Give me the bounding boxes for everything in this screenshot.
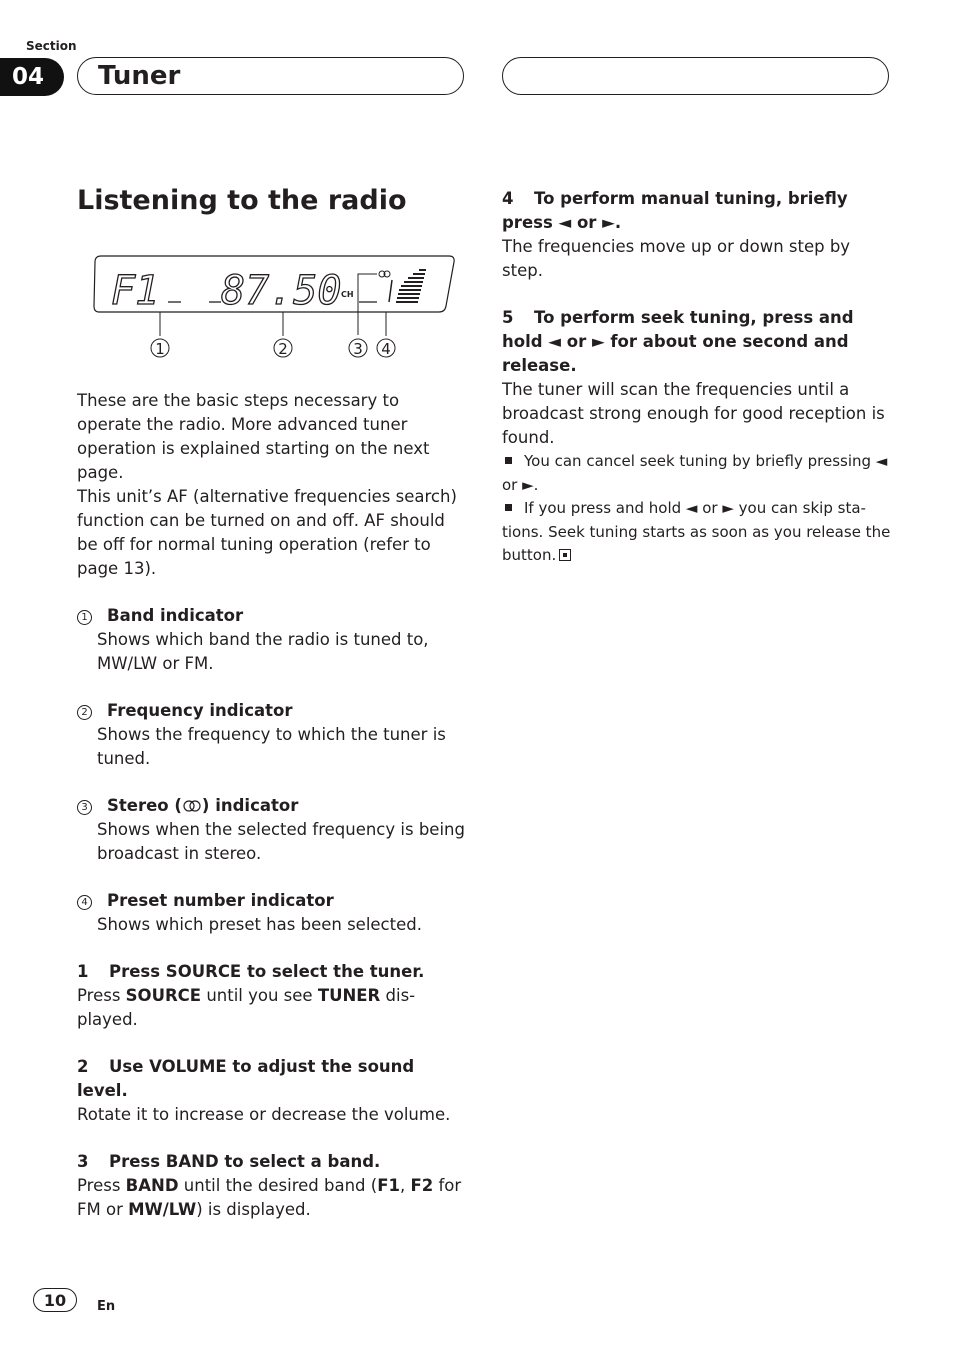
note-1: You can cancel seek tuning by briefly pressing ◄ or ►. [502, 452, 888, 494]
stereo-icon [182, 800, 202, 812]
indicator-band [77, 604, 467, 676]
callout-2 [274, 339, 292, 358]
intro-paragraph-2: This unit’s AF (alternative frequencies search) function can be turned on and off. AF should be off for normal tuning operation (refer to page 13). [77, 487, 457, 578]
step-number: 5 [502, 308, 514, 327]
step-title: Press BAND to select a band. [109, 1152, 381, 1171]
left-column [77, 389, 467, 1222]
step-1 [77, 960, 467, 1032]
indicator-frequency [77, 699, 467, 771]
tuner-display-illustration [93, 254, 457, 366]
circled-number: 2 [77, 705, 92, 720]
step-body: Rotate it to increase or decrease the volume. [77, 1105, 451, 1124]
step-body: The tuner will scan the frequencies until a broadcast strong enough for good reception is found. [502, 380, 885, 447]
page-title: Listening to the radio [77, 185, 407, 216]
circled-number: 3 [77, 800, 92, 815]
svg-text:1: 1 [155, 340, 165, 358]
step-5 [502, 306, 894, 568]
step-body: Press SOURCE until you see TUNER dis-played. [77, 986, 416, 1029]
section-number-badge: 04 [0, 58, 64, 96]
step-number: 4 [502, 189, 514, 208]
indicator-title: Band indicator [107, 606, 244, 625]
empty-header-frame [502, 57, 889, 95]
indicator-title-post: ) indicator [201, 796, 299, 815]
indicator-title-pre: Stereo ( [107, 796, 182, 815]
indicator-desc: Shows which band the radio is tuned to, MW/LW or FM. [97, 630, 429, 673]
indicator-title: Frequency indicator [107, 701, 293, 720]
step-body: Press BAND until the desired band (F1, F2 for FM or MW/LW) is displayed. [77, 1176, 462, 1219]
indicator-desc: Shows which preset has been selected. [97, 915, 422, 934]
callout-3 [349, 339, 367, 358]
note-2: If you press and hold ◄ or ► you can skip sta-tions. Seek tuning starts as soon as you release the button. [502, 499, 891, 564]
step-body: The frequencies move up or down step by step. [502, 237, 851, 280]
bullet-square-icon [505, 504, 512, 511]
step-number: 3 [77, 1152, 89, 1171]
intro-paragraph-1: These are the basic steps necessary to operate the radio. More advanced tuner operation is explained starting on the next page. [77, 391, 430, 482]
end-mark-icon [559, 549, 571, 561]
callout-1 [151, 339, 169, 358]
indicator-stereo [77, 794, 467, 866]
frequency-readout: 87.50 [221, 268, 342, 314]
circled-number: 1 [77, 610, 92, 625]
indicator-preset [77, 889, 467, 937]
page-number: 10 [33, 1288, 77, 1312]
step-2 [77, 1055, 467, 1127]
band-readout: F1 [111, 268, 160, 314]
circled-number: 4 [77, 895, 92, 910]
step-number: 1 [77, 962, 89, 981]
step-title: Press SOURCE to select the tuner. [109, 962, 425, 981]
bullet-square-icon [505, 457, 512, 464]
callout-4 [377, 339, 395, 358]
indicator-desc: Shows when the selected frequency is being broadcast in stereo. [97, 820, 465, 863]
step-number: 2 [77, 1057, 89, 1076]
step-title: To perform manual tuning, briefly press ◄ or ►. [502, 189, 848, 232]
svg-text:3: 3 [353, 340, 363, 358]
ch-label: CH [341, 290, 354, 299]
section-label: Section [26, 39, 77, 53]
indicator-title: Preset number indicator [107, 891, 334, 910]
indicator-desc: Shows the frequency to which the tuner is tuned. [97, 725, 446, 768]
svg-text:4: 4 [381, 340, 391, 358]
right-column [502, 187, 894, 568]
step-3 [77, 1150, 467, 1222]
chapter-title: Tuner [98, 61, 181, 91]
step-title: To perform seek tuning, press and hold ◄ or ► for about one second and release. [502, 308, 854, 375]
step-title: Use VOLUME to adjust the sound level. [77, 1057, 415, 1100]
language-code: En [97, 1299, 116, 1314]
step-4 [502, 187, 894, 283]
svg-text:2: 2 [278, 340, 288, 358]
